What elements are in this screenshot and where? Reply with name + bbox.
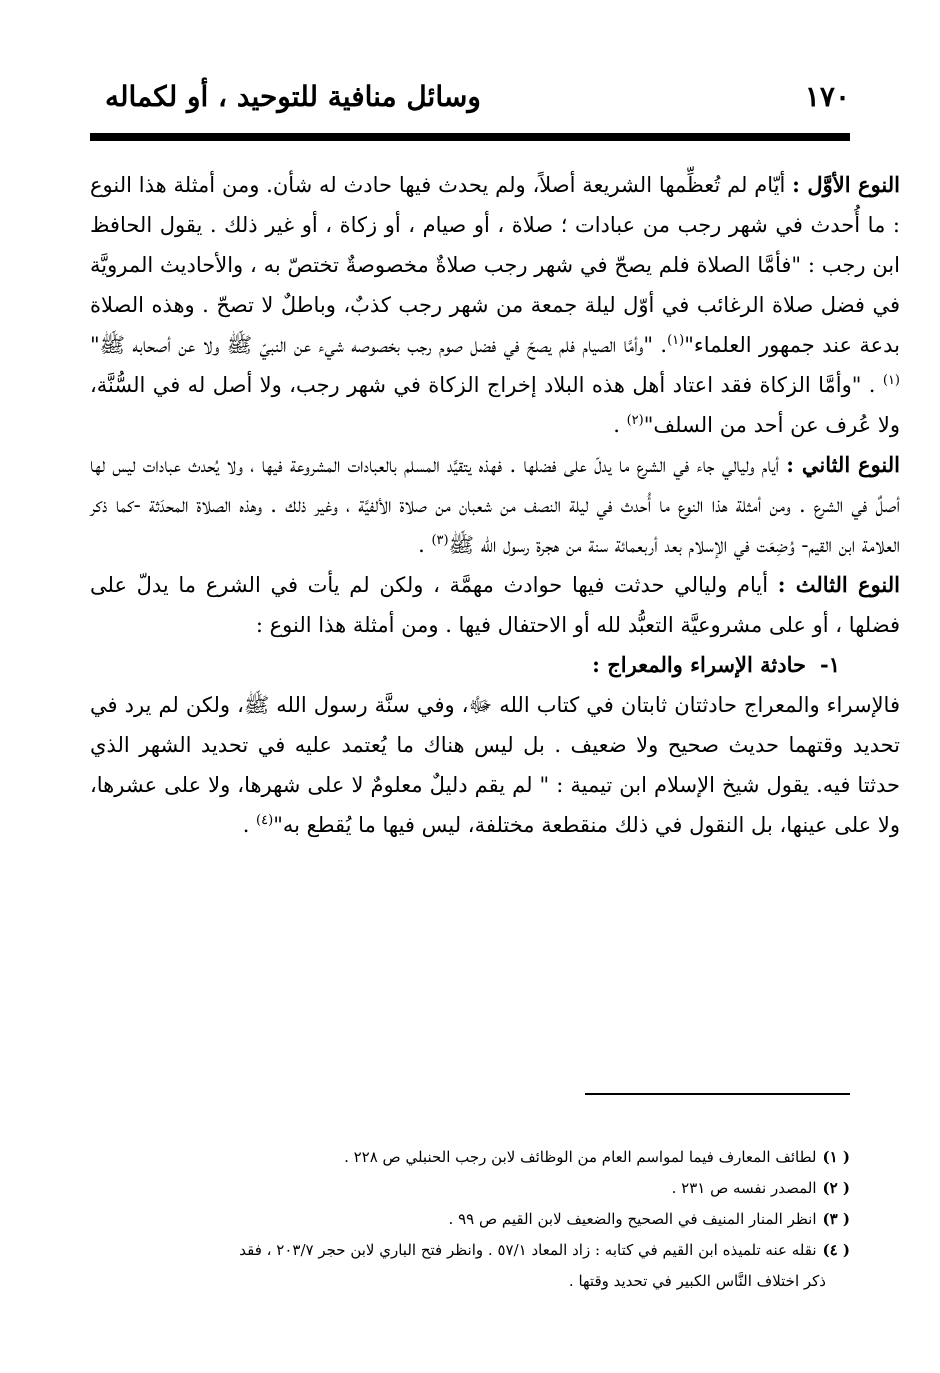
footnote-number: ( ٢) xyxy=(822,1179,850,1197)
running-title: وسائل منافية للتوحيد ، أو لكماله xyxy=(105,80,481,113)
type-2-end: . xyxy=(418,533,432,557)
footnote-ref-2: (٢) xyxy=(626,413,644,428)
footnote-ref-1: (١) xyxy=(667,333,685,348)
list-item-number: ١- xyxy=(820,652,840,677)
footnote-4 xyxy=(90,1235,850,1266)
type-1-text-3: . "وأمَّا الزكاة فقد اعتاد أهل هذه البلاد إخراج الزكاة في شهر رجب، ولا أصل له في السُّنَّة، ولا عُرف عن أحد من السلف" xyxy=(90,373,900,437)
header-rule xyxy=(90,133,850,141)
footnotes xyxy=(90,1142,850,1297)
type-2-text: أيام وليالي جاء في الشرع ما يدلّ على فضلها . فهذه يتقيَّد المسلم بالعبادات المشروعة فيها ، ولا يُحدث عبادات ليس لها أصلٌ في الشرع . ومن أمثلة هذا النوع ما أُحدث في ليلة النصف من شعبان من صلاة الألفيَّة ، وغير ذلك . وهذه الصلاة المحدَثة -كما ذكر العلامة ابن القيم- وُضِعَت في الإسلام بعد أربعمائة سنة من هجرة رسول الله ﷺ xyxy=(90,453,900,557)
type-3-text: أيام وليالي حدثت فيها حوادث مهمَّة ، ولكن لم يأت في الشرع ما يدلّ على فضلها ، أو على مشروعيَّة التعبُّد لله أو الاحتفال فيها . ومن أمثلة هذا النوع : xyxy=(90,573,900,637)
type-1-end: . xyxy=(613,413,627,437)
footnote-2 xyxy=(90,1173,850,1204)
page-header xyxy=(90,80,850,130)
footnote-ref-3: (٣) xyxy=(431,533,449,548)
footnote-text: نقله عنه تلميذه ابن القيم في كتابه : زاد المعاد ٥٧/١ . وانظر فتح الباري لابن حجر ٢٠٣/٧ ، فقد xyxy=(239,1241,817,1259)
page-number: ١٧٠ xyxy=(804,80,850,113)
list-item-1-heading xyxy=(90,645,900,685)
paragraph-type-2 xyxy=(90,445,900,565)
paragraph-isra-miraj xyxy=(90,685,900,845)
type-1-heading: النوع الأوَّل : xyxy=(792,172,900,197)
isra-miraj-text: فالإسراء والمعراج حادثتان ثابتان في كتاب الله ﷻ، وفي سنَّة رسول الله ﷺ، ولكن لم يرد في تحديد وقتهما حديث صحيح ولا ضعيف . بل ليس هناك ما يُعتمد عليه في تحديد الشهر الذي حدثتا فيه. يقول شيخ الإسلام ابن تيمية : " لم يقم دليلٌ معلومٌ لا على شهرها، ولا على عشرها، ولا على عينها، بل النقول في ذلك منقطعة مختلفة، ليس فيها ما يُقطع به" xyxy=(90,693,900,837)
type-2-heading: النوع الثاني : xyxy=(786,452,900,477)
paragraph-type-1 xyxy=(90,165,900,445)
footnote-text: انظر المنار المنيف في الصحيح والضعيف لابن القيم ص ٩٩ . xyxy=(448,1210,817,1228)
footnote-ref-1b: (١) xyxy=(882,373,900,388)
isra-miraj-end: . xyxy=(242,813,257,837)
footnote-3 xyxy=(90,1204,850,1235)
footnote-1 xyxy=(90,1142,850,1173)
type-1-text: أيّام لم تُعظِّمها الشريعة أصلاً، ولم يحدث فيها حادث له شأن. ومن أمثلة هذا النوع : ما أُحدث في شهر رجب من عبادات ؛ صلاة ، أو صيام ، أو زكاة ، أو غير ذلك . يقول الحافظ ابن رجب : "فأمَّا الصلاة فلم يصحّ في شهر رجب صلاةٌ مخصوصةٌ تختصّ به ، والأحاديث المرويَّة في فضل صلاة الرغائب في أوّل ليلة جمعة من شهر رجب كذبٌ، وباطلٌ لا تصحّ . وهذه الصلاة بدعة عند جمهور العلماء" xyxy=(90,173,900,357)
footnote-number: ( ٤) xyxy=(822,1241,850,1259)
footnote-4-continuation: ذكر اختلاف النَّاس الكبير في تحديد وقتها . xyxy=(568,1272,826,1290)
footnote-text: لطائف المعارف فيما لمواسم العام من الوظائف لابن رجب الحنبلي ص ٢٢٨ . xyxy=(344,1148,817,1166)
paragraph-type-3 xyxy=(90,565,900,645)
type-1-text-2: . "وأمَّا الصيام فلم يصحّ في فضل صوم رجب بخصوصه شيء عن النبيّ ﷺ ولا عن أصحابه ﷺ" xyxy=(90,333,668,357)
type-3-heading: النوع الثالث : xyxy=(777,572,900,597)
footnote-text: المصدر نفسه ص ٢٣١ . xyxy=(671,1179,817,1197)
main-text xyxy=(90,165,900,845)
list-item-title: حادثة الإسراء والمعراج : xyxy=(592,652,806,677)
footnote-number: ( ٣) xyxy=(822,1210,850,1228)
footnote-number: ( ١) xyxy=(822,1148,850,1166)
footnote-ref-4: (٤) xyxy=(256,813,274,828)
footnote-rule xyxy=(585,1093,850,1095)
